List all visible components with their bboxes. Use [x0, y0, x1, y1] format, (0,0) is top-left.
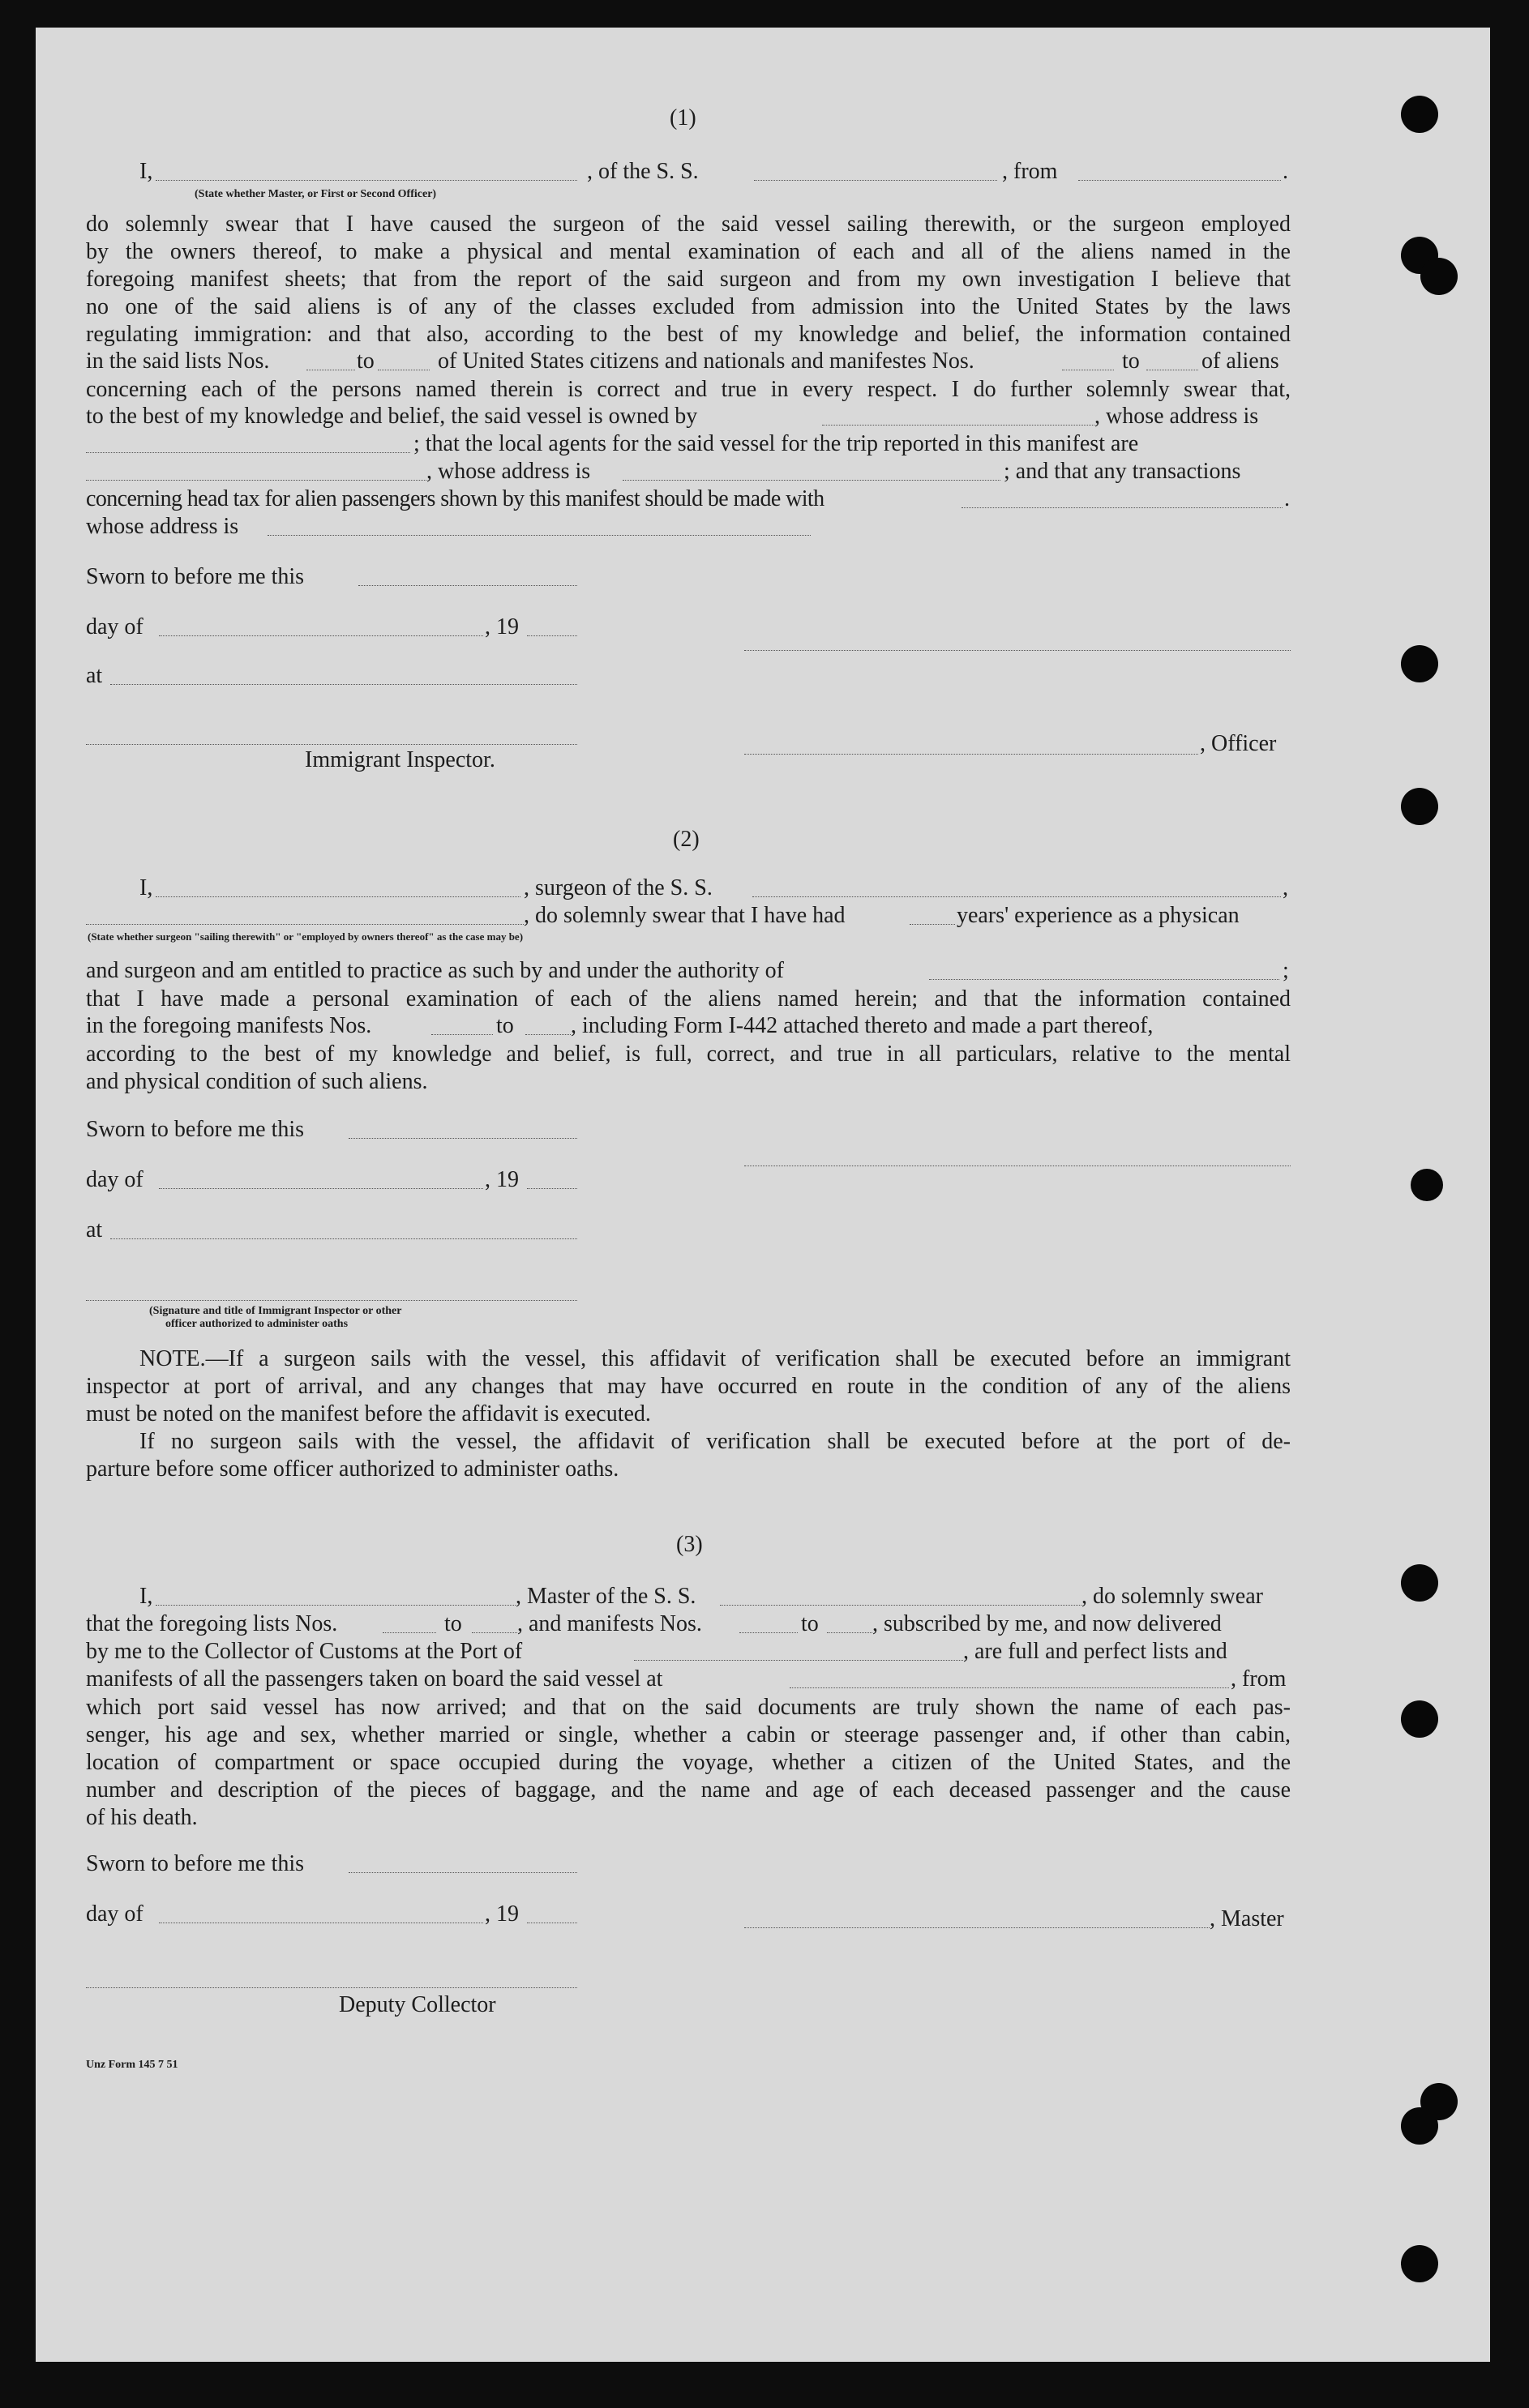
s1-text-line: no one of the said aliens is of any of the classes excluded from admission into the United States by the laws — [86, 294, 1291, 319]
s1-vessel-field[interactable] — [754, 180, 997, 181]
s3-i-label: I, — [139, 1584, 153, 1609]
s3-master-signature-field[interactable] — [744, 1927, 1210, 1928]
s2-sworn-label: Sworn to before me this — [86, 1117, 305, 1142]
s3-collector-label: by me to the Collector of Customs at the Port of — [86, 1639, 523, 1664]
s2-vessel-field[interactable] — [752, 896, 1281, 897]
s3-text-line: number and description of the pieces of baggage, and the name and age of each deceased passenger and the cause — [86, 1777, 1291, 1803]
form-id: Unz Form 145 7 51 — [86, 2059, 178, 2071]
s1-sworn-label: Sworn to before me this — [86, 564, 305, 589]
s1-of-ss-label: , of the S. S. — [587, 159, 699, 184]
s2-years-label: years' experience as a physican — [957, 903, 1240, 928]
s3-master-label: , Master — [1210, 1906, 1284, 1931]
s2-surgeon-name-field[interactable] — [156, 896, 520, 897]
s2-form-label: , including Form I-442 attached thereto and made a part thereof, — [571, 1013, 1154, 1038]
s2-year-field[interactable] — [527, 1188, 577, 1189]
s1-owned-label: to the best of my knowledge and belief, the said vessel is owned by — [86, 404, 698, 429]
s2-note-line: NOTE.—If a surgeon sails with the vessel, this affidavit of verification shall be executed before an immigrant — [139, 1346, 1291, 1371]
s3-perfect-label: , are full and perfect lists and — [963, 1639, 1227, 1664]
s3-lists-to-label: to — [444, 1611, 462, 1636]
s3-vessel-field[interactable] — [720, 1605, 1081, 1606]
s2-swear-label: , do solemnly swear that I have had — [524, 903, 846, 928]
s2-sworn-date-field[interactable] — [349, 1138, 577, 1139]
s2-surgeon-status-field[interactable] — [86, 924, 524, 925]
s1-agents-label: ; that the local agents for the said vessel for the trip reported in this manifest are — [413, 431, 1139, 456]
s3-master-name-field[interactable] — [156, 1605, 516, 1606]
s3-dayof-label: day of — [86, 1901, 143, 1927]
s1-lists-label: in the said lists Nos. — [86, 349, 270, 374]
s1-sworn-date-field[interactable] — [358, 585, 577, 586]
s2-authority-label: and surgeon and am entitled to practice as such by and under the authority of — [86, 958, 784, 983]
s3-port-field[interactable] — [634, 1660, 963, 1661]
punch-hole — [1401, 2245, 1438, 2282]
s1-month-field[interactable] — [159, 635, 483, 636]
s1-text-line: by the owners thereof, to make a physical and mental examination of each and all of the aliens named in the — [86, 239, 1291, 264]
s1-officer-label: , Officer — [1200, 731, 1277, 756]
s2-text-line: that I have made a personal examination of each of the aliens named herein; and that the information contained — [86, 986, 1291, 1012]
s3-port-taken-field[interactable] — [790, 1687, 1229, 1688]
s2-manifest-to-field[interactable] — [525, 1034, 571, 1035]
s1-dayof-label: day of — [86, 614, 143, 639]
s2-year-label: , 19 — [485, 1167, 519, 1192]
s1-signature-line-right[interactable] — [744, 650, 1291, 651]
s1-year-field[interactable] — [527, 635, 577, 636]
s1-headtax-address-field[interactable] — [268, 535, 811, 536]
s3-text-line: senger, his age and sex, whether married or single, whether a cabin or steerage passenger and, if other than cabin, — [86, 1722, 1291, 1747]
s1-year-label: , 19 — [485, 614, 519, 639]
s3-text-line: which port said vessel has now arrived; and that on the said documents are truly shown the name of each pas- — [86, 1695, 1291, 1720]
s1-text-line: do solemnly swear that I have caused the surgeon of the said vessel sailing therewith, or the surgeon employed — [86, 212, 1291, 237]
s2-manifest-from-field[interactable] — [431, 1034, 493, 1035]
s3-manifest-to-label: to — [801, 1611, 819, 1636]
punch-hole — [1401, 1564, 1438, 1602]
s3-sworn-date-field[interactable] — [349, 1872, 577, 1873]
s3-swear-label: , do solemnly swear — [1081, 1584, 1263, 1609]
s1-at-field[interactable] — [110, 684, 577, 685]
s3-taken-label: manifests of all the passengers taken on board the said vessel at — [86, 1666, 663, 1692]
punch-hole — [1401, 645, 1438, 682]
s2-month-field[interactable] — [159, 1188, 483, 1189]
s3-lists-to-field[interactable] — [472, 1632, 517, 1633]
s1-whose-address-label: whose address is — [86, 514, 239, 539]
s2-dayof-label: day of — [86, 1167, 143, 1192]
s2-authority-end: ; — [1283, 958, 1289, 983]
s3-text-line: location of compartment or space occupied during the voyage, whether a citizen of the United States, and the — [86, 1750, 1291, 1775]
s1-manifest-to-label: to — [1122, 349, 1140, 374]
s1-owner-address-label: , whose address is — [1094, 404, 1259, 429]
s2-at-field[interactable] — [110, 1238, 577, 1239]
s3-sworn-label: Sworn to before me this — [86, 1851, 305, 1876]
s3-manifest-from-field[interactable] — [739, 1632, 798, 1633]
s1-at-label: at — [86, 663, 103, 688]
s1-headtax-field[interactable] — [962, 507, 1283, 508]
s1-text-line: regulating immigration: and that also, according to the best of my knowledge and belief, the information contained — [86, 322, 1291, 347]
s1-lists-to-label: to — [357, 349, 375, 374]
s1-officer-signature-field[interactable] — [744, 754, 1198, 755]
s1-officer-note: (State whether Master, or First or Second Officer) — [195, 188, 437, 200]
s1-owner-address-field[interactable] — [86, 452, 410, 453]
s3-manifests-label: , and manifests Nos. — [517, 1611, 702, 1636]
s2-manifests-label: in the foregoing manifests Nos. — [86, 1013, 372, 1038]
section-3-number: (3) — [676, 1532, 703, 1557]
s1-owner-field[interactable] — [822, 425, 1094, 426]
s3-from-label: , from — [1231, 1666, 1287, 1692]
s1-officer-name-field[interactable] — [156, 180, 577, 181]
s3-year-label: , 19 — [485, 1901, 519, 1927]
punch-hole — [1401, 788, 1438, 825]
s1-agents-address-label: , whose address is — [426, 459, 591, 484]
s2-note-line: must be noted on the manifest before the affidavit is executed. — [86, 1401, 651, 1426]
s2-line1-end: , — [1283, 875, 1288, 900]
s3-master-ss-label: , Master of the S. S. — [516, 1584, 696, 1609]
s1-citizens-label: of United States citizens and nationals and manifestes Nos. — [438, 349, 974, 374]
s2-surgeon-ss-label: , surgeon of the S. S. — [524, 875, 713, 900]
punch-hole — [1411, 1169, 1443, 1201]
s2-manifest-to-label: to — [496, 1013, 514, 1038]
s3-deputy-signature-field[interactable] — [86, 1987, 577, 1988]
s2-i-label: I, — [139, 875, 153, 900]
s3-text-line: of his death. — [86, 1805, 198, 1830]
punch-hole — [1420, 258, 1458, 295]
s1-agents-address-field[interactable] — [623, 480, 1000, 481]
s1-transactions-label: ; and that any transactions — [1004, 459, 1241, 484]
s3-subscribed-label: , subscribed by me, and now delivered — [872, 1611, 1222, 1636]
s2-sig-note-2: officer authorized to administer oaths — [165, 1318, 349, 1330]
s2-note2-line: If no surgeon sails with the vessel, the affidavit of verification shall be executed before at the port of de- — [139, 1429, 1291, 1454]
s2-inspector-signature-field[interactable] — [86, 1300, 577, 1301]
s1-i-label: I, — [139, 159, 153, 184]
s1-inspector-signature-field[interactable] — [86, 744, 577, 745]
s3-lists-from-field[interactable] — [383, 1632, 436, 1633]
s1-inspector-label: Immigrant Inspector. — [305, 747, 495, 772]
s1-line1-end: . — [1283, 159, 1288, 184]
s1-text-line: concerning each of the persons named therein is correct and true in every respect. I do further solemnly swear that, — [86, 377, 1291, 402]
s2-sig-note-1: (Signature and title of Immigrant Inspector or other — [149, 1305, 402, 1317]
s2-note-line: inspector at port of arrival, and any changes that may have occurred en route in the condition of any of the aliens — [86, 1374, 1291, 1399]
s1-from-label: , from — [1002, 159, 1058, 184]
punch-hole — [1401, 1700, 1438, 1738]
s2-authority-field[interactable] — [929, 979, 1279, 980]
s1-from-field[interactable] — [1078, 180, 1281, 181]
s1-text-line: foregoing manifest sheets; that from the report of the said surgeon and from my own investigation I believe that — [86, 267, 1291, 292]
punch-hole — [1401, 96, 1438, 133]
s1-agents-field[interactable] — [86, 480, 426, 481]
s3-deputy-label: Deputy Collector — [339, 1992, 496, 2017]
s2-at-label: at — [86, 1217, 103, 1242]
s2-text-line: according to the best of my knowledge and belief, is full, correct, and true in all particulars, relative to the mental — [86, 1041, 1291, 1067]
s2-text-line: and physical condition of such aliens. — [86, 1069, 428, 1094]
s2-note2-line: parture before some officer authorized to administer oaths. — [86, 1456, 619, 1482]
s1-headtax-end: . — [1284, 486, 1290, 511]
s3-manifest-to-field[interactable] — [827, 1632, 872, 1633]
s1-headtax-label: concerning head tax for alien passengers shown by this manifest should be made with — [86, 486, 824, 511]
s1-aliens-label: of aliens — [1201, 349, 1279, 374]
section-2-number: (2) — [673, 827, 700, 852]
s2-years-field[interactable] — [910, 924, 955, 925]
section-1-number: (1) — [670, 105, 696, 130]
s3-lists-label: that the foregoing lists Nos. — [86, 1611, 338, 1636]
punch-hole — [1401, 2107, 1438, 2145]
s2-surgeon-note: (State whether surgeon "sailing therewith" or "employed by owners thereof" as the case may be) — [88, 930, 524, 943]
